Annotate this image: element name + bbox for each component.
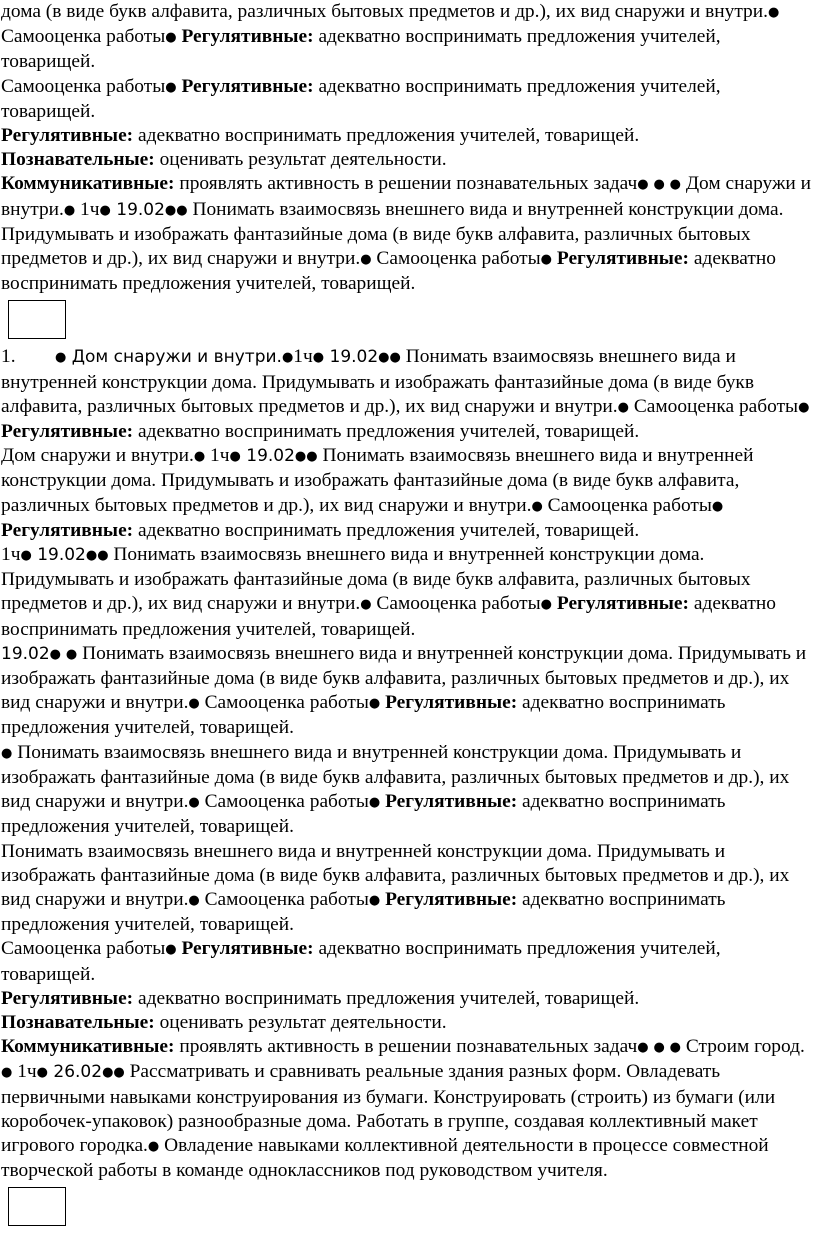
text: Самооценка работы xyxy=(371,248,541,270)
text: адекватно воспринимать предложения учителей, товарищей. xyxy=(1,75,721,122)
text: Понимать взаимосвязь внешнего вида и внутренней конструкции дома. Придумывать и изображать фантазийные дома (в виде букв алфавита, различных бытовых предметов и др.), их вид снаружи и внутри. xyxy=(1,445,754,516)
text: Самооценка работы xyxy=(1,75,166,97)
bullet-icon: ● xyxy=(368,892,381,908)
regulative-label: Регулятивные: xyxy=(1,987,134,1009)
lesson-date: 19.02 xyxy=(110,199,165,220)
text: проявлять активность в решении познавательных задач xyxy=(174,1036,638,1058)
text: Самооценка работы xyxy=(199,692,369,714)
bullet-icon: ● xyxy=(1,745,13,761)
empty-table-cell xyxy=(8,1187,66,1226)
regulative-label: Регулятивные: xyxy=(1,125,134,147)
text: Самооценка работы xyxy=(542,494,712,516)
paragraph-7 xyxy=(0,444,816,543)
bullet-icon: ● xyxy=(165,79,177,95)
text: оценивать результат деятельности. xyxy=(154,149,447,171)
bullet-icon: ● xyxy=(1,1065,13,1081)
paragraph-9 xyxy=(0,642,816,741)
text: адекватно воспринимать предложения учителей, товарищей. xyxy=(133,125,640,147)
bullet-icon: ● xyxy=(165,30,177,46)
regulative-label: Регулятивные: xyxy=(1,421,134,443)
bullet-icon: ● xyxy=(63,202,76,218)
hours: 1ч xyxy=(1,544,21,566)
bullet-icon: ● xyxy=(798,399,810,415)
text: Понимать взаимосвязь внешнего вида и внутренней конструкции дома. Придумывать и изображать фантазийные дома (в виде букв алфавита, различных бытовых предметов и др.), их вид снаружи и внутри. xyxy=(1,198,784,270)
communicative-label: Коммуникативные: xyxy=(1,1036,175,1058)
text: Понимать взаимосвязь внешнего вида и внутренней конструкции дома. Придумывать и изображать фантазийные дома (в виде букв алфавита, различных бытовых предметов и др.), их вид снаружи и внутри. xyxy=(1,642,807,714)
bullet-icon: ● xyxy=(360,252,372,268)
hours: 1ч xyxy=(12,1061,37,1083)
lesson-title: Дом снаружи и внутри. xyxy=(1,173,811,220)
text: адекватно воспринимать предложения учителей, товарищей. xyxy=(1,593,776,640)
paragraph-11 xyxy=(0,840,816,938)
bullet-icon: ● xyxy=(637,177,649,193)
text: адекватно воспринимать предложения учителей, товарищей. xyxy=(133,421,640,443)
bullet-icon: ● xyxy=(378,350,390,366)
text: Самооценка работы xyxy=(628,395,799,417)
paragraph-3 xyxy=(0,124,816,148)
text: Понимать взаимосвязь внешнего вида и внутренней конструкции дома. Придумывать и изображать фантазийные дома (в виде букв алфавита, различных бытовых предметов и др.), их вид снаружи и внутри. xyxy=(1,840,790,910)
bullet-icon: ● xyxy=(368,696,381,712)
bullet-icon: ● xyxy=(368,795,381,811)
bullet-icon: ● xyxy=(669,1040,681,1056)
bullet-icon: ● xyxy=(637,1040,649,1056)
text: Самооценка работы xyxy=(371,593,541,615)
regulative-label: Регулятивные: xyxy=(380,888,518,910)
bullet-icon: ● xyxy=(711,498,724,514)
regulative-label: Регулятивные: xyxy=(1,519,134,541)
lesson-date: 19.02 xyxy=(1,643,50,664)
lesson-title: Дом снаружи и внутри. xyxy=(66,347,282,368)
bullet-icon: ● xyxy=(540,252,553,268)
bullet-icon: ● xyxy=(653,177,665,193)
paragraph-5 xyxy=(0,172,816,296)
bullet-icon: ● xyxy=(531,498,543,514)
paragraph-2 xyxy=(0,75,816,124)
text: адекватно воспринимать предложения учителей, товарищей. xyxy=(1,938,721,985)
bullet-icon: ● xyxy=(669,177,681,193)
bullet-icon: ● xyxy=(97,548,109,564)
lesson-date: 26.02 xyxy=(47,1062,103,1083)
paragraph-10 xyxy=(0,741,816,840)
text: адекватно воспринимать предложения учителей, товарищей. xyxy=(1,692,726,739)
paragraph-12 xyxy=(0,937,816,986)
lesson-date: 19.02 xyxy=(240,446,295,467)
bullet-icon: ● xyxy=(99,202,111,218)
text: Понимать взаимосвязь внешнего вида и внутренней конструкции дома. Придумывать и изображать фантазийные дома (в виде букв алфавита, различных бытовых предметов и др.), их вид снаружи и внутри. xyxy=(1,741,790,813)
bullet-icon: ● xyxy=(188,892,200,908)
cognitive-label: Познавательные: xyxy=(1,1011,155,1033)
text: адекватно воспринимать предложения учителей, товарищей. xyxy=(1,888,726,936)
text: оценивать результат деятельности. xyxy=(154,1011,447,1033)
bullet-icon: ● xyxy=(102,1065,114,1081)
regulative-label: Регулятивные: xyxy=(552,248,689,270)
text: Понимать взаимосвязь внешнего вида и внутренней конструкции дома. Придумывать и изображать фантазийные дома (в виде букв алфавита, различных бытовых предметов и др.), их вид снаружи и внутри. xyxy=(1,544,751,615)
text: адекватно воспринимать предложения учителей, товарищей. xyxy=(1,248,776,295)
text: Самооценка работы xyxy=(199,888,369,910)
bullet-icon: ● xyxy=(176,202,188,218)
bullet-icon: ● xyxy=(294,449,307,465)
paragraph-15 xyxy=(0,1035,816,1183)
lesson-title: Дом снаружи и внутри. xyxy=(1,445,194,467)
bullet-icon: ● xyxy=(281,350,294,366)
text: Рассматривать и сравнивать реальные здания разных форм. Овладевать первичными навыками конструирования из бумаги. Конструировать (строить) из бумаги (или коробочек-упаковок) разнообразные дома. Работать в группе, создавая коллективный макет игрового городка. xyxy=(1,1061,776,1156)
paragraph-14 xyxy=(0,1011,816,1035)
text: Самооценка работы xyxy=(1,26,166,48)
bullet-icon: ● xyxy=(389,350,401,366)
bullet-icon: ● xyxy=(113,1065,125,1081)
regulative-label: Регулятивные: xyxy=(552,593,689,615)
text: адекватно воспринимать предложения учителей, товарищей. xyxy=(133,519,640,541)
bullet-icon: ● xyxy=(617,399,629,415)
lesson-title: Строим город. xyxy=(680,1036,805,1058)
text: Самооценка работы xyxy=(199,791,369,813)
bullet-icon: ● xyxy=(312,350,325,366)
bullet-icon: ● xyxy=(55,350,67,366)
text: Самооценка работы xyxy=(1,938,166,960)
regulative-label: Регулятивные: xyxy=(380,692,518,714)
paragraph-1 xyxy=(0,0,816,75)
bullet-icon: ● xyxy=(188,696,200,712)
lesson-date: 19.02 xyxy=(324,347,379,368)
text: Овладение навыками коллективной деятельности в процессе совместной творческой работы в команде одноклассников под руководством учителя. xyxy=(1,1134,769,1182)
text: проявлять активность в решении познавательных задач xyxy=(174,173,638,195)
paragraph-8 xyxy=(0,543,816,642)
bullet-icon: ● xyxy=(767,5,780,20)
bullet-icon: ● xyxy=(653,1040,665,1056)
bullet-icon: ● xyxy=(65,646,78,662)
bullet-icon: ● xyxy=(20,548,32,564)
bullet-icon: ● xyxy=(188,795,200,811)
bullet-icon: ● xyxy=(165,942,177,958)
bullet-icon: ● xyxy=(85,548,98,564)
lesson-date: 19.02 xyxy=(31,545,86,566)
bullet-icon: ● xyxy=(36,1065,48,1081)
bullet-icon: ● xyxy=(360,597,372,613)
bullet-icon: ● xyxy=(306,449,318,465)
text: Понимать взаимосвязь внешнего вида и внутренней конструкции дома. Придумывать и изображать фантазийные дома (в виде букв алфавита, различных бытовых предметов и др.), их вид снаружи и внутри. xyxy=(1,346,754,417)
bullet-icon: ● xyxy=(540,597,553,613)
communicative-label: Коммуникативные: xyxy=(1,173,175,195)
paragraph-4 xyxy=(0,148,816,172)
text: адекватно воспринимать предложения учителей, товарищей. xyxy=(1,26,721,73)
bullet-icon: ● xyxy=(164,202,177,218)
hours: 1ч xyxy=(205,445,230,467)
regulative-label: Регулятивные: xyxy=(176,26,314,48)
text: дома (в виде букв алфавита, различных бытовых предметов и др.), их вид снаружи и внутри. xyxy=(1,1,768,22)
regulative-label: Регулятивные: xyxy=(176,938,314,960)
regulative-label: Регулятивные: xyxy=(380,791,518,813)
bullet-icon: ● xyxy=(193,449,206,465)
hours: 1ч xyxy=(75,198,100,220)
empty-table-cell xyxy=(8,300,66,339)
row-number: 1. xyxy=(1,346,16,368)
bullet-icon: ● xyxy=(49,646,62,662)
hours: 1ч xyxy=(293,346,313,368)
bullet-icon: ● xyxy=(147,1138,160,1154)
text: адекватно воспринимать предложения учителей, товарищей. xyxy=(133,987,640,1009)
paragraph-6 xyxy=(0,345,816,444)
text: адекватно воспринимать предложения учителей, товарищей. xyxy=(1,791,726,838)
bullet-icon: ● xyxy=(229,449,241,465)
paragraph-13 xyxy=(0,987,816,1011)
cognitive-label: Познавательные: xyxy=(1,149,155,171)
regulative-label: Регулятивные: xyxy=(176,75,314,97)
